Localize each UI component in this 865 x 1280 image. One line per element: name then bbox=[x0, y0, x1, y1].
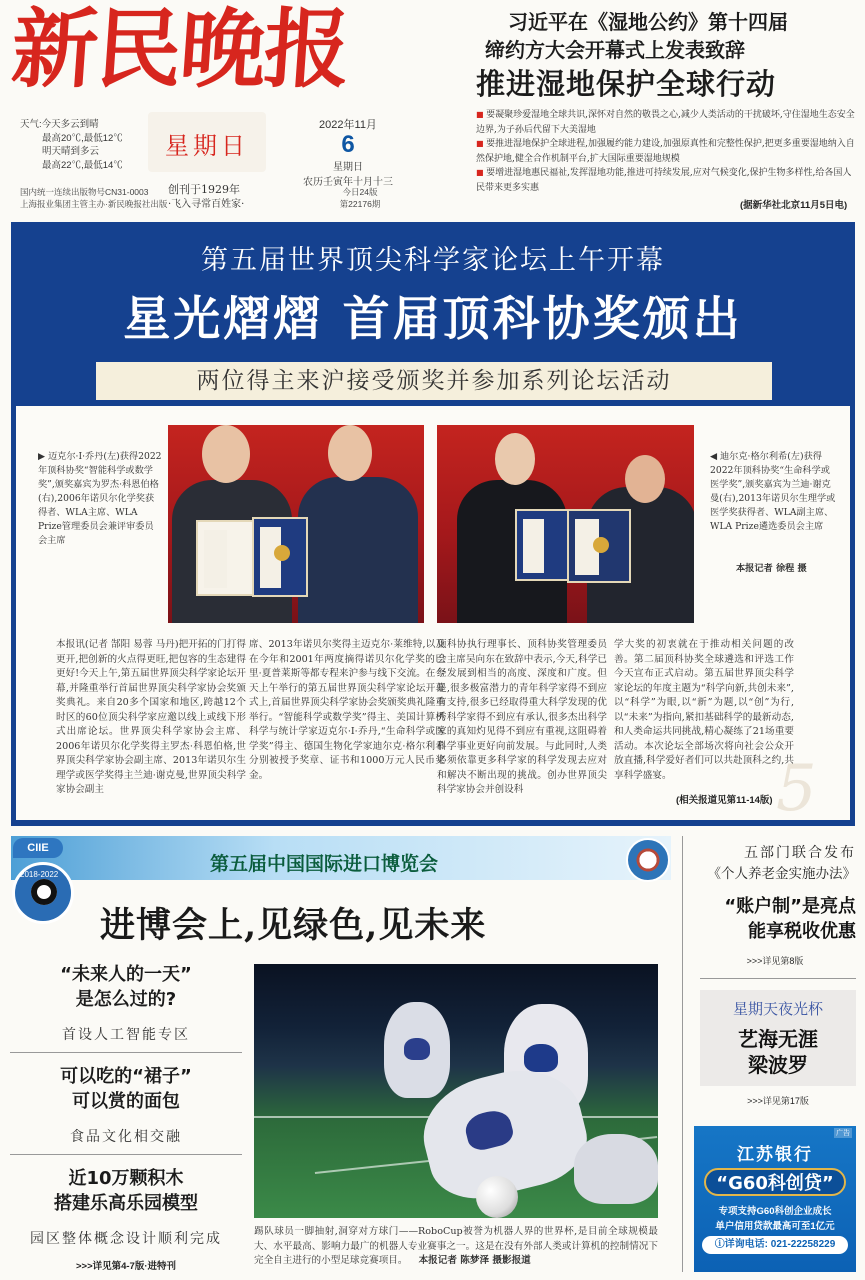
weather-line: 最高22℃,最低14℃ bbox=[42, 159, 123, 171]
side-item-title: 是怎么过的? bbox=[75, 989, 177, 1010]
date-year-month: 2022年11月 bbox=[319, 119, 377, 131]
ad-bank-name: 江苏银行 bbox=[737, 1145, 813, 1165]
side-item-title: 近10万颗积木 bbox=[68, 1168, 184, 1189]
lead-headline-line2[interactable]: 缔约方大会开幕式上发表致辞 bbox=[485, 38, 745, 62]
photo-caption-right: ◀ 迪尔克·格尔利希(左)获得2022年顶科协奖“生命科学或医学奖”,颁奖嘉宾为兰迪·谢克曼(右),2013年诺贝尔生理学或医学奖获得者、WLA副主席、WLA Prize遴选委员会主席 bbox=[710, 451, 836, 532]
ad-label: 广告 bbox=[836, 1130, 850, 1137]
night-cup-line: 梁波罗 bbox=[748, 1053, 808, 1077]
night-cup-kicker: 星期天夜光杯 bbox=[732, 1000, 823, 1018]
feature-more-link[interactable]: (相关报道见第11-14版) bbox=[676, 795, 773, 806]
lead-headline-main[interactable]: 推进湿地保护全球行动 bbox=[476, 67, 777, 101]
award-photo-right[interactable] bbox=[437, 425, 694, 623]
award-photo-left[interactable] bbox=[168, 425, 424, 623]
photo-caption-left: ▶ 迈克尔·I·乔丹(左)获得2022年顶科协奖“智能科学或数学奖”,颁奖嘉宾为罗杰·科恩伯格(右),2006年诺贝尔化学奖获得者、WLA主席、WLA Prize管理委员会兼评审委员会主席 bbox=[38, 451, 162, 546]
lead-bullet: ■ 要推进湿地保护全球进程,加强履约能力建设,加强原真性和完整性保护,把更多重要湿地纳入自然保护地,健全合作机制平台,扩大国际重要湿地规模 bbox=[476, 137, 856, 166]
weather-line: 明天晴到多云 bbox=[42, 146, 100, 157]
date-day: 6 bbox=[341, 131, 355, 158]
pension-headline-line: “账户制”是亮点 bbox=[724, 896, 856, 917]
lead-source: (据新华社北京11月5日电) bbox=[740, 200, 848, 211]
masthead-title: 新民晚报 bbox=[8, 0, 352, 100]
date-lunar: 农历壬寅年十月十三 bbox=[303, 177, 393, 188]
side-item-title: 可以吃的“裙子” bbox=[60, 1066, 192, 1087]
robocup-caption-text: 踢队球员一脚抽射,洞穿对方球门——RoboCup被誉为机器人界的世界杯,是目前全球规模最大、水平最高、影响力最广的机器人专业赛事之一。这是在没有外部人类或计算机的控制情况下完全自主进行的小型足球竞赛项目。 bbox=[254, 1226, 658, 1266]
ad-product: “G60科创贷” bbox=[704, 1168, 846, 1196]
issue-number: 第22176期 bbox=[339, 199, 381, 209]
pension-more-link[interactable]: >>>详见第8版 bbox=[746, 956, 804, 966]
weather-info bbox=[20, 118, 160, 172]
article-column-2: 席、2013年诺贝尔奖得主迈克尔·莱维特,以及在今年和2001年两度摘得诺贝尔化学奖的巴里·夏普莱斯等都专程来沪参与线下交流。在今天上午举行的第五届世界顶尖科学家论坛开幕式上,首届世界顶尖科学家协会奖颁奖典礼隆重举行。“智能科学或数学奖”得主、美国计算机科学与统计学家迈克尔·I·乔丹,“生命科学或医学奖”得主、德国生物化学家迪尔克·格尔利希分别被授予奖章、证书和1000万元人民币奖金。 bbox=[249, 639, 445, 781]
feature-subhead: 两位得主来沪接受颁奖并参加系列论坛活动 bbox=[96, 362, 772, 400]
pension-headline[interactable] bbox=[694, 894, 856, 944]
right-divider bbox=[700, 978, 856, 979]
photo-credit: 本报记者 徐程 摄 bbox=[736, 563, 807, 574]
feature-headline[interactable]: 星光熠熠 首届顶科协奖颁出 bbox=[123, 292, 743, 347]
side-item-title: 可以赏的面包 bbox=[72, 1091, 180, 1112]
pension-headline-line: 能享税收优惠 bbox=[748, 921, 856, 942]
robocup-caption bbox=[254, 1225, 658, 1269]
issue-info bbox=[330, 186, 390, 210]
date-block bbox=[298, 116, 398, 188]
robocup-photo-credit: 本报记者 陈梦泽 摄影报道 bbox=[418, 1255, 531, 1266]
ciie-banner-title[interactable]: 第五届中国国际进口博览会 bbox=[210, 853, 439, 875]
founded-note: 创刊于1929年 bbox=[168, 183, 240, 196]
date-weekday: 星期日 bbox=[333, 162, 363, 173]
feature-kicker[interactable]: 第五届世界顶尖科学家论坛上午开幕 bbox=[201, 245, 665, 276]
pension-kicker: 五部门联合发布 bbox=[744, 845, 856, 861]
publication-info bbox=[20, 186, 167, 210]
side-item-title: “未来人的一天” bbox=[60, 964, 192, 985]
weather-line: 天气:今天多云到晴 bbox=[20, 119, 99, 130]
ciie-more-link[interactable]: >>>详见第4-7版·进特刊 bbox=[75, 1261, 177, 1272]
pub-line: 国内统一连续出版物号CN31-0003 bbox=[20, 187, 149, 197]
lead-bullets bbox=[476, 108, 856, 195]
lead-headline-line1[interactable]: 习近平在《湿地公约》第十四届 bbox=[508, 10, 788, 34]
article-column-4: 学大奖的初衷就在于推动相关问题的改善。第二届顶科协奖全球遴选和评选工作今天宣布正式启动。第五届世界顶尖科学家论坛的年度主题为“科学向新,共创未来”,以“科学”为眼,以“新”为题,以“创”为行,以“未来”为指向,紧扣基础科学的最新动态,和人类命运共同挑战,精心凝练了21场重要活动。本次论坛全部场次将向社会公众开放直播,科学爱好者们可以共赴顶科之约,共享科学盛宴。 bbox=[614, 639, 794, 781]
side-item-sub: 园区整体概念设计顺利完成 bbox=[30, 1231, 222, 1247]
issue-pages: 今日24版 bbox=[342, 187, 378, 197]
lead-bullet: ■ 要增进湿地惠民福祉,发挥湿地功能,推进可持续发展,应对气候变化,保护生物多样性,给各国人民带来更多实惠 bbox=[476, 166, 856, 195]
lead-bullet: ■ 要凝聚珍爱湿地全球共识,深怀对自然的敬畏之心,减少人类活动的干扰破坏,守住湿地生态安全边界,为子孙后代留下大美湿地 bbox=[476, 108, 856, 137]
weather-line: 最高20℃,最低12℃ bbox=[42, 132, 123, 144]
side-item-sub: 首设人工智能专区 bbox=[62, 1027, 190, 1043]
ciie-emblem-icon bbox=[626, 838, 670, 882]
ciie-years: 2018-2022 bbox=[20, 870, 59, 879]
side-item-sub: 食品文化相交融 bbox=[70, 1129, 182, 1145]
article-column-1: 本报讯(记者 郜阳 易蓉 马丹)把开拓的门打得更开,把创新的火点得更旺,把包容的生态建得更好!今天上午,第五届世界顶尖科学家论坛开幕,并隆重举行首届世界顶尖科学家协会奖颁奖典礼。来自20多个国家和地区,跨越12个时区的60位顶尖科学家应邀以线上或线下形式出席论坛。世界顶尖科学家协会主席、2006年诺贝尔化学奖得主罗杰·科恩伯格,世界顶尖科学家协会副主席、2013年诺贝尔生理学或医学奖得主兰迪·谢克曼,世界顶尖科学家协会副主 bbox=[56, 639, 246, 795]
ad-line: 专项支持G60科创企业成长 bbox=[718, 1206, 832, 1217]
ciie-tag: CIIE bbox=[13, 838, 63, 858]
ciie-side-item-lego[interactable] bbox=[10, 1166, 242, 1248]
pub-line: 上海报业集团主管主办·新民晚报社出版 bbox=[20, 199, 168, 209]
ciie-headline[interactable]: 进博会上,见绿色,见未来 bbox=[100, 905, 487, 946]
motto: ·飞入寻常百姓家· bbox=[168, 199, 245, 210]
ad-line: 单户信用贷款最高可至1亿元 bbox=[715, 1221, 835, 1232]
ad-phone[interactable]: ⓘ详询电话: 021-22258229 bbox=[702, 1236, 848, 1254]
side-divider bbox=[10, 1154, 242, 1155]
weekday-label: 星期日 bbox=[165, 132, 249, 160]
side-divider bbox=[10, 1052, 242, 1053]
ciie-side-item-food[interactable] bbox=[10, 1064, 242, 1146]
article-column-3: 顶科协执行理事长、顶科协奖管理委员会主席吴向东在致辞中表示,今天,科学已经发展到相当的高度、深度和广度。但是,很多极富潜力的青年科学家得不到应有支持,很多已经取得重大科学发现的优秀科学家得不到应有承认,很多杰出科学家的真知灼见得不到应有重视,这阻碍着科学事业更好向前发展。与此同时,人类必须依靠更多科学家的科学发现去应对和解决不断出现的挑战。创办世界顶尖科学家协会并创设科 bbox=[437, 639, 607, 795]
side-item-title: 搭建乐高乐园模型 bbox=[54, 1193, 198, 1214]
night-cup-more-link[interactable]: >>>详见第17版 bbox=[747, 1096, 809, 1106]
anniversary-5-badge: 5 bbox=[776, 752, 817, 826]
night-cup-headline[interactable] bbox=[700, 1026, 856, 1078]
robocup-photo[interactable] bbox=[254, 964, 658, 1218]
pension-doc-title: 《个人养老金实施办法》 bbox=[707, 866, 856, 882]
column-divider bbox=[682, 836, 683, 1272]
night-cup-line: 艺海无涯 bbox=[738, 1027, 818, 1051]
ciie-side-item-ai[interactable] bbox=[10, 962, 242, 1044]
